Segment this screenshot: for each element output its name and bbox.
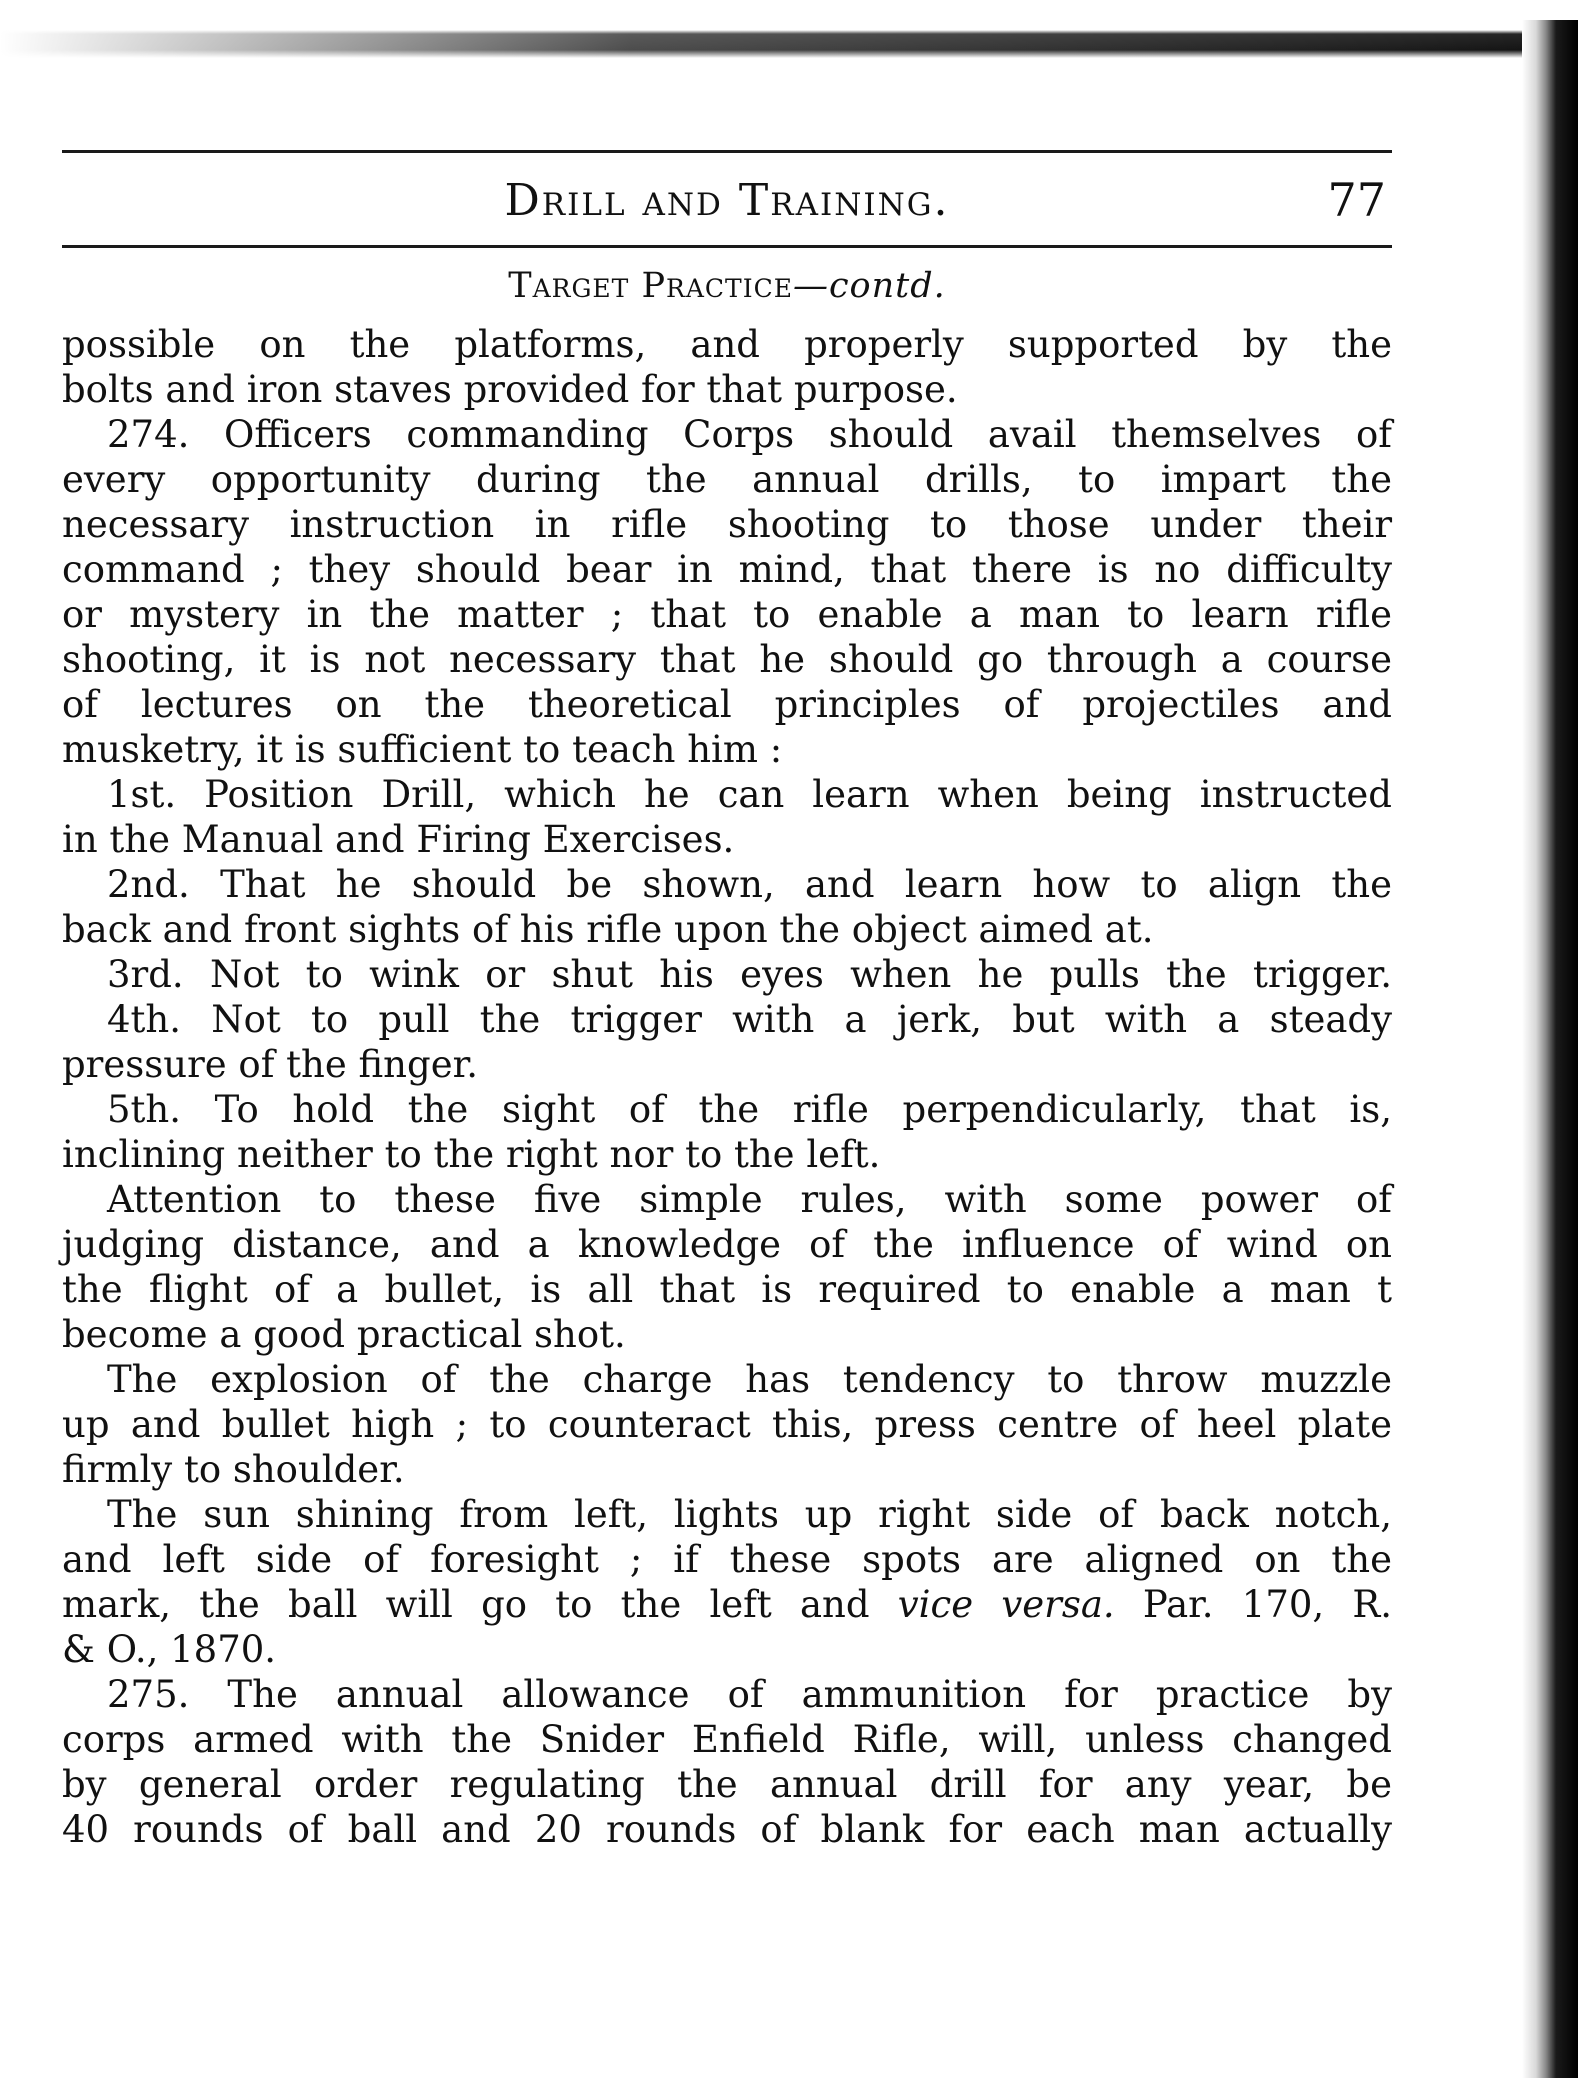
text-line: or mystery in the matter ; that to enable a man to learn rifle — [62, 593, 1392, 636]
text-line: every opportunity during the annual drills, to impart the — [62, 458, 1392, 501]
text-line: up and bullet high ; to counteract this, press centre of heel plate — [62, 1403, 1392, 1446]
text-line: back and front sights of his rifle upon the object aimed at. — [62, 908, 1154, 951]
text-line: by general order regulating the annual drill for any year, be — [62, 1763, 1392, 1806]
text-line: musketry, it is sufficient to teach him : — [62, 728, 783, 771]
text-line: firmly to shoulder. — [62, 1448, 405, 1491]
text-line: possible on the platforms, and properly supported by the — [62, 323, 1392, 366]
text-line — [62, 1582, 1392, 1627]
italic-text: vice versa. — [897, 1583, 1115, 1626]
header-rule-bottom — [62, 245, 1392, 248]
paragraph-reference: Par. 170, R. — [1142, 1583, 1392, 1626]
text-line: in the Manual and Firing Exercises. — [62, 818, 735, 861]
rule-3rd-line: 3rd. Not to wink or shut his eyes when he pulls the trigger. — [107, 953, 1392, 996]
text-run: mark, the ball will go to the left and — [62, 1583, 870, 1626]
text-line: judging distance, and a knowledge of the influence of wind on — [62, 1223, 1392, 1266]
text-line: command ; they should bear in mind, that there is no difficulty — [62, 548, 1392, 591]
rule-4th-line: 4th. Not to pull the trigger with a jerk, but with a steady — [107, 998, 1392, 1041]
section-contd: —contd. — [792, 266, 946, 306]
rule-5th-line: 5th. To hold the sight of the rifle perpendicularly, that is, — [107, 1088, 1392, 1131]
text-line: bolts and iron staves provided for that purpose. — [62, 368, 958, 411]
text-line: inclining neither to the right nor to the left. — [62, 1133, 881, 1176]
text-line: pressure of the finger. — [62, 1043, 478, 1086]
text-line: and left side of foresight ; if these spots are aligned on the — [62, 1538, 1392, 1581]
running-title: Drill and Training. — [504, 175, 950, 226]
section-title: Target Practice — [508, 266, 793, 306]
section-heading — [62, 266, 1392, 314]
running-head — [62, 153, 1392, 245]
text-line: necessary instruction in rifle shooting to those under their — [62, 503, 1392, 546]
page-number: 77 — [1327, 173, 1386, 227]
page-right-edge — [1522, 20, 1578, 2078]
text-line: corps armed with the Snider Enfield Rifle, will, unless changed — [62, 1718, 1392, 1761]
text-line: 40 rounds of ball and 20 rounds of blank for each man actually — [62, 1808, 1392, 1851]
rule-2nd-line: 2nd. That he should be shown, and learn how to align the — [107, 863, 1392, 906]
rule-1st-line: 1st. Position Drill, which he can learn when being instructed — [107, 773, 1392, 816]
text-line: the flight of a bullet, is all that is required to enable a man t — [62, 1268, 1392, 1311]
text-line: The sun shining from left, lights up right side of back notch, — [107, 1493, 1392, 1536]
page-content — [62, 150, 1392, 1852]
page-top-edge-fade — [0, 0, 1578, 58]
text-line: become a good practical shot. — [62, 1313, 626, 1356]
body-text — [62, 322, 1392, 1852]
paragraph-275-line: 275. The annual allowance of ammunition for practice by — [107, 1673, 1392, 1716]
text-line: Attention to these five simple rules, with some power of — [107, 1178, 1392, 1221]
text-line: shooting, it is not necessary that he should go through a course — [62, 638, 1392, 681]
text-line: of lectures on the theoretical principles of projectiles and — [62, 683, 1392, 726]
paragraph-274-line: 274. Officers commanding Corps should avail themselves of — [107, 413, 1392, 456]
text-line: The explosion of the charge has tendency to throw muzzle — [107, 1358, 1392, 1401]
text-line: & O., 1870. — [62, 1628, 277, 1671]
